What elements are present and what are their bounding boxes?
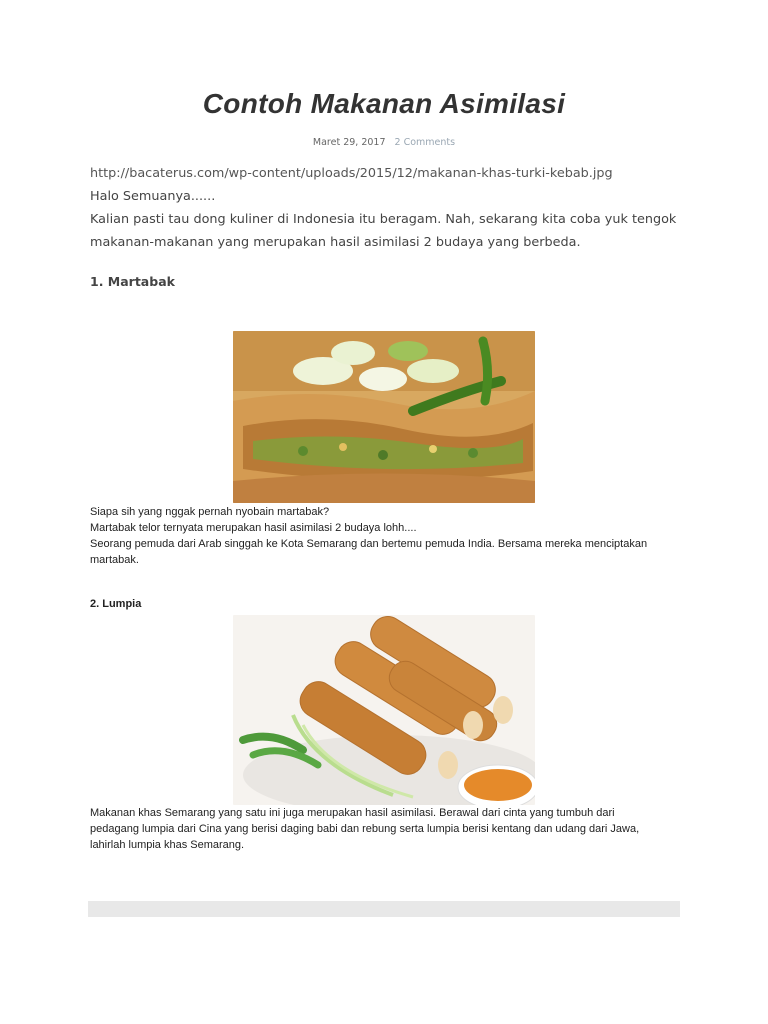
- image-url-text: http://bacaterus.com/wp-content/uploads/2015/12/makanan-khas-turki-kebab.jpg: [90, 166, 613, 181]
- post-title: Contoh Makanan Asimilasi: [202, 88, 566, 119]
- lumpia-text: [90, 805, 680, 853]
- post-meta: [0, 137, 768, 148]
- martabak-text: [90, 504, 680, 568]
- intro-line: makanan-makanan yang merupakan hasil asimilasi 2 budaya yang berbeda.: [90, 235, 581, 250]
- paragraph-line: Martabak telor ternyata merupakan hasil asimilasi 2 budaya lohh....: [90, 522, 417, 534]
- paragraph-line: Siapa sih yang nggak pernah nyobain martabak?: [90, 506, 330, 518]
- post-intro: [90, 162, 690, 254]
- paragraph-line: Seorang pemuda dari Arab singgah ke Kota Semarang dan bertemu pemuda India. Bersama mereka menciptakan: [90, 538, 648, 550]
- paragraph-line: pedagang lumpia dari Cina yang berisi daging babi dan rebung serta lumpia berisi kentang dan udang dari Jawa,: [90, 823, 640, 835]
- martabak-photo: [233, 331, 535, 503]
- comments-link[interactable]: 2 Comments: [394, 137, 456, 148]
- lumpia-photo: [233, 615, 535, 805]
- section-heading-martabak: 1. Martabak: [90, 274, 175, 289]
- paragraph-line: martabak.: [90, 554, 139, 566]
- paragraph-line: lahirlah lumpia khas Semarang.: [90, 839, 245, 851]
- section-heading-lumpia: 2. Lumpia: [90, 598, 142, 610]
- intro-line: Kalian pasti tau dong kuliner di Indonesia itu beragam. Nah, sekarang kita coba yuk tengok: [90, 212, 677, 227]
- paragraph-line: Makanan khas Semarang yang satu ini juga merupakan hasil asimilasi. Berawal dari cinta yang tumbuh dari: [90, 807, 615, 819]
- greeting-text: Halo Semuanya......: [90, 189, 216, 204]
- footer-divider-bar: [88, 901, 680, 917]
- post-date[interactable]: Maret 29, 2017: [312, 137, 386, 148]
